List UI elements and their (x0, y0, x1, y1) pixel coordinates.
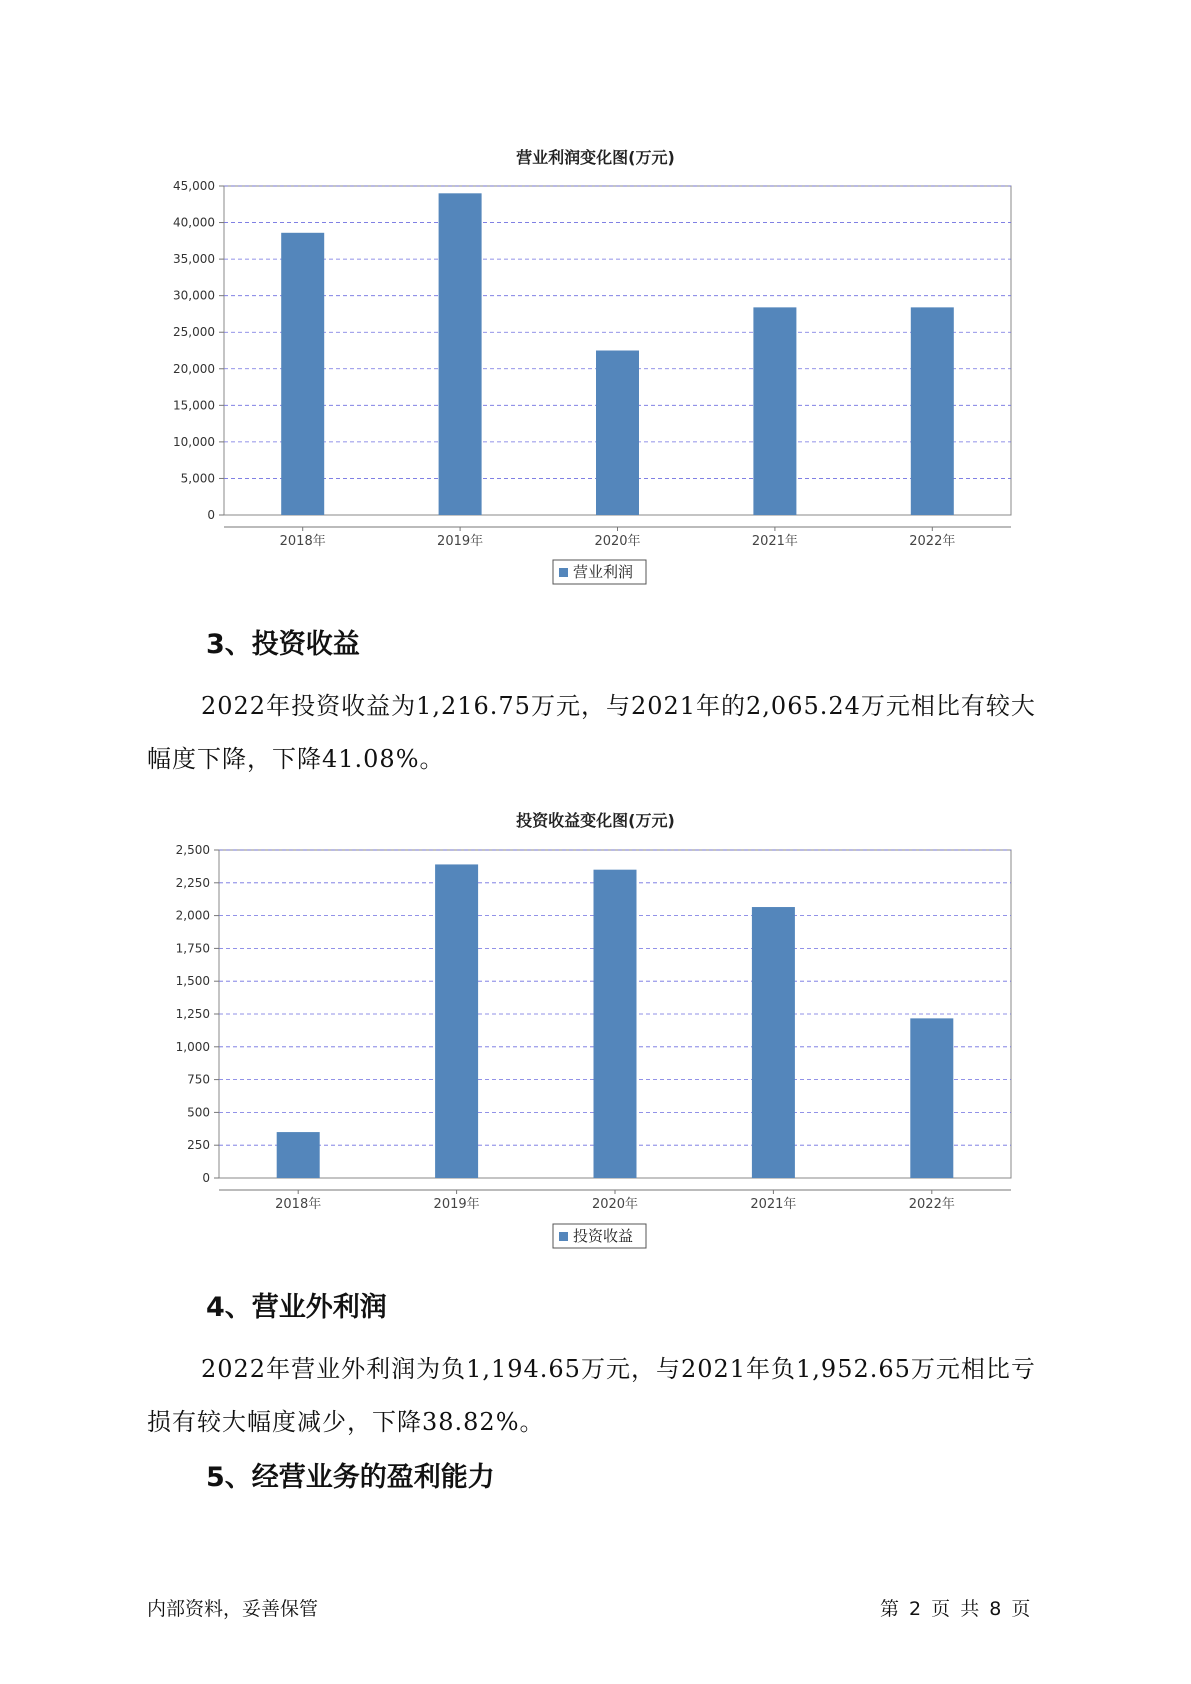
x-tick-label: 2018年 (275, 1197, 322, 1212)
y-tick-label: 250 (187, 1138, 210, 1153)
x-tick-label: 2022年 (909, 534, 956, 549)
y-tick-label: 1,500 (175, 974, 210, 989)
bar-2019年 (435, 864, 478, 1178)
y-tick-label: 1,000 (175, 1039, 210, 1054)
y-tick-label: 1,750 (175, 941, 210, 956)
y-tick-label: 2,000 (175, 908, 210, 923)
section4-heading: 4、营业外利润 (206, 1292, 387, 1323)
bar-2021年 (752, 907, 795, 1178)
x-tick-label: 2022年 (908, 1197, 955, 1212)
x-tick-label: 2019年 (437, 534, 484, 549)
y-tick-label: 5,000 (180, 471, 215, 486)
y-tick-label: 0 (202, 1171, 210, 1185)
y-tick-label: 25,000 (173, 325, 215, 340)
x-tick-label: 2020年 (591, 1197, 639, 1212)
x-tick-label: 2021年 (751, 534, 798, 549)
x-tick-label: 2018年 (279, 534, 326, 549)
y-tick-label: 10,000 (173, 434, 215, 449)
y-tick-label: 35,000 (173, 252, 215, 267)
section5-heading: 5、经营业务的盈利能力 (206, 1462, 495, 1493)
section3-heading: 3、投资收益 (206, 629, 360, 660)
x-tick-label: 2020年 (594, 534, 641, 549)
legend-label: 营业利润 (573, 563, 634, 581)
section4-paragraph: 2022年营业外利润为负1,194.65万元，与2021年负1,952.65万元相比亏损有较大幅度减少，下降38.82%。 (147, 1355, 1036, 1436)
y-tick-label: 750 (187, 1072, 210, 1087)
y-tick-label: 0 (207, 508, 215, 522)
y-tick-label: 30,000 (173, 288, 215, 303)
bar-2018年 (277, 1132, 320, 1178)
chart1-title: 营业利润变化图(万元) (516, 148, 675, 167)
section3-paragraph: 2022年投资收益为1,216.75万元，与2021年的2,065.24万元相比有较大幅度下降，下降41.08%。 (147, 692, 1036, 773)
chart-legend (553, 1224, 646, 1248)
y-tick-label: 15,000 (173, 398, 215, 413)
y-tick-label: 40,000 (173, 215, 215, 230)
legend-swatch (559, 1232, 568, 1241)
y-tick-label: 2,250 (175, 875, 210, 890)
footer-page-number: 第 2 页 共 8 页 (880, 1598, 1031, 1620)
footer-confidential-note: 内部资料，妥善保管 (147, 1598, 319, 1620)
y-tick-label: 20,000 (173, 361, 215, 376)
x-tick-label: 2019年 (433, 1197, 480, 1212)
y-tick-label: 2,500 (175, 843, 210, 857)
x-tick-label: 2021年 (750, 1197, 797, 1212)
chart2-title: 投资收益变化图(万元) (516, 811, 675, 830)
legend-label: 投资收益 (573, 1227, 634, 1245)
bar-2022年 (910, 1018, 953, 1178)
y-tick-label: 1,250 (175, 1007, 210, 1021)
y-tick-label: 45,000 (173, 179, 215, 193)
bar-2020年 (594, 870, 637, 1178)
y-tick-label: 500 (187, 1105, 210, 1120)
